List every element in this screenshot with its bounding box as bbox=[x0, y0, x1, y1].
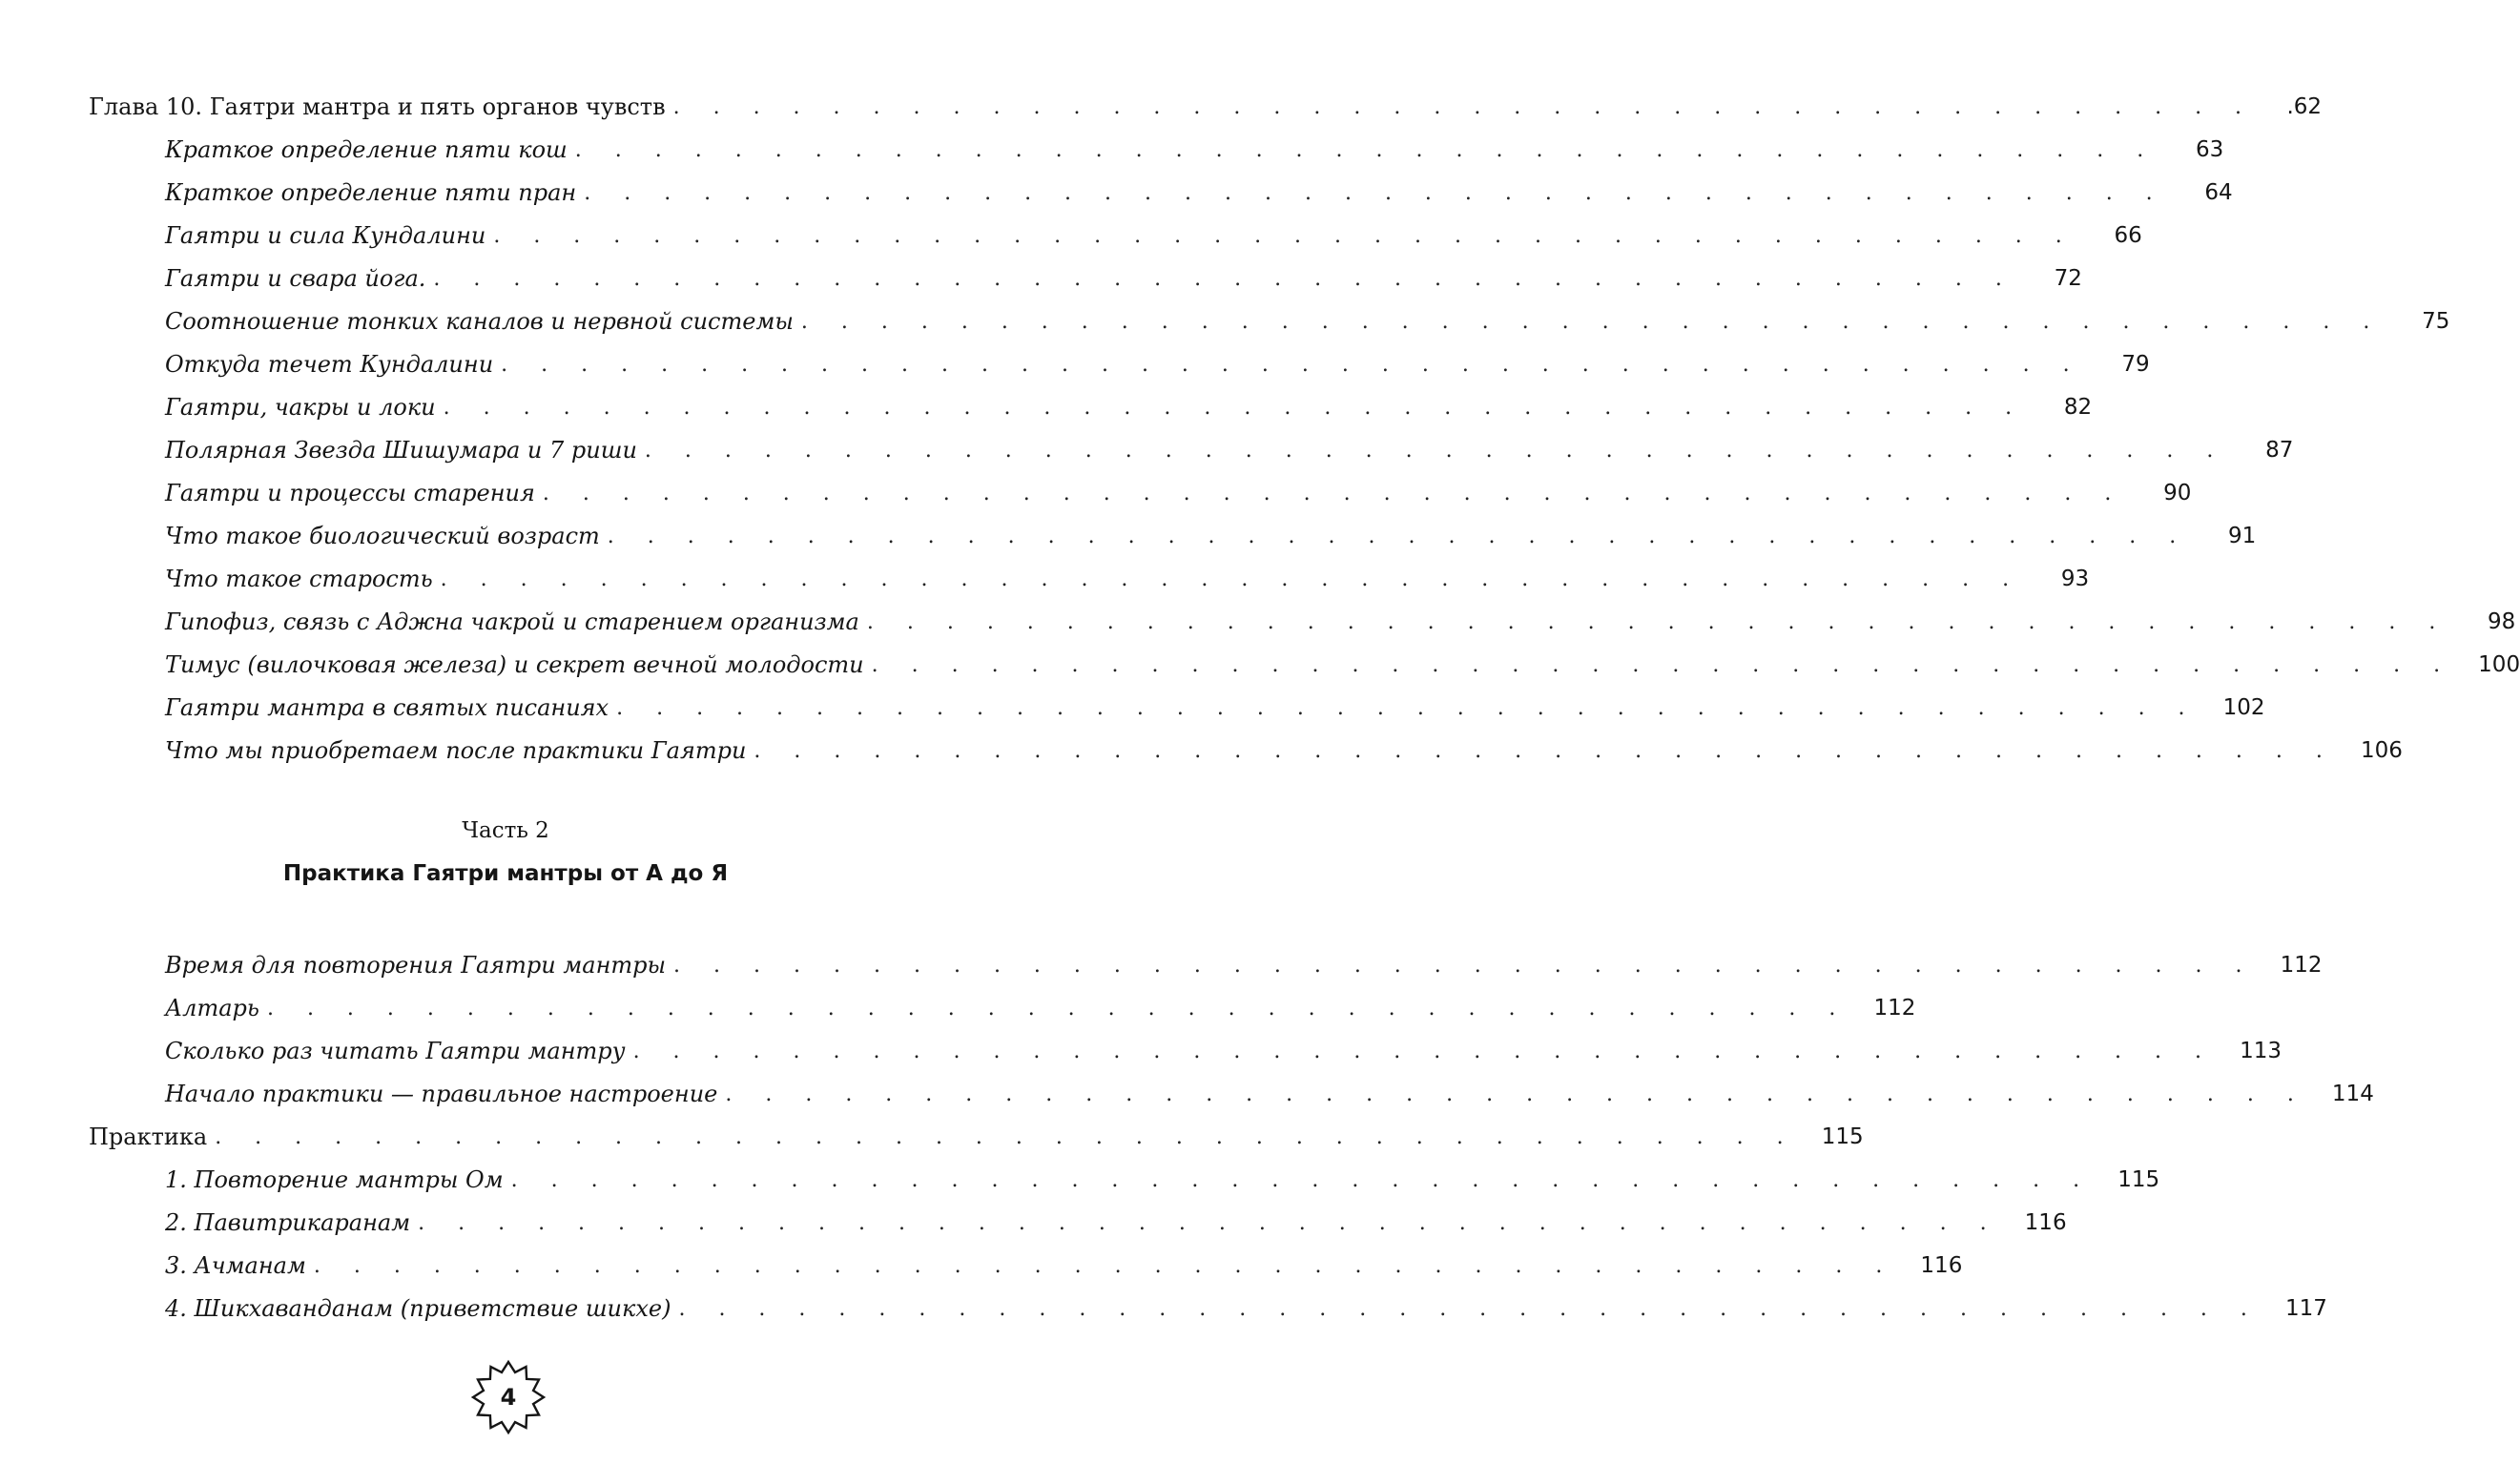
toc-entry bbox=[0, 258, 2082, 300]
toc-entry bbox=[0, 129, 2224, 172]
toc-entry-title: Сколько раз читать Гаятри мантру bbox=[165, 1038, 626, 1064]
toc-leader-dots: . . . . . . . . . . . . . . . . . . . . . . . . . . . . . . . . . . . . . . . . bbox=[672, 95, 2256, 119]
toc-entry-title: Начало практики — правильное настроение bbox=[165, 1081, 718, 1107]
toc-entry-page: 79 bbox=[2121, 352, 2150, 377]
toc-entry-page: 63 bbox=[2195, 137, 2224, 162]
toc-entry-page: 117 bbox=[2285, 1296, 2327, 1321]
toc-leader-dots: . . . . . . . . . . . . . . . . . . . . . . . . . . . . . . . . . . . . . . . . bbox=[866, 610, 2449, 634]
toc-entry-title: Гаятри и сила Кундалини bbox=[165, 222, 486, 249]
part-title: Практика Гаятри мантры от А до Я bbox=[282, 861, 729, 886]
toc-leader-dots: . . . . . . . . . . . . . . . . . . . . . . . . . . . . . . . . . . . . . . . . bbox=[574, 138, 2158, 162]
toc-entry-title: 3. Ачманам bbox=[165, 1252, 306, 1279]
toc-leader-dots: . . . . . . . . . . . . . . . . . . . . . . . . . . . . . . . . . . . . . . . . bbox=[632, 1040, 2216, 1063]
toc-entry-page: 112 bbox=[2280, 953, 2323, 978]
toc-entry-title: Глава 10. Гаятри мантра и пять органов чувств bbox=[89, 93, 666, 120]
toc-entry-title: Краткое определение пяти кош bbox=[165, 136, 568, 163]
toc-leader-dots: . . . . . . . . . . . . . . . . . . . . . . . . . . . . . . . . . . . . . . . . bbox=[616, 696, 2199, 720]
toc-entry bbox=[0, 1073, 2374, 1116]
toc-leader-dots: . . . . . . . . . . . . . . . . . . . . . . . . . . . . . . . . . . . . . . . . bbox=[678, 1297, 2261, 1321]
toc-leader-dots: . . . . . . . . . . . . . . . . . . . . . . . . . . . . . . . . . . . . . . . . bbox=[215, 1125, 1797, 1149]
toc-section-1 bbox=[0, 86, 2520, 773]
toc-entry bbox=[0, 944, 2323, 987]
toc-entry bbox=[0, 300, 2450, 343]
toc-entry-page: 116 bbox=[1920, 1253, 1963, 1278]
page-number-badge bbox=[470, 1359, 547, 1435]
toc-entry-page: 72 bbox=[2054, 266, 2082, 291]
toc-entry bbox=[0, 1030, 2282, 1073]
toc-entry bbox=[0, 86, 2323, 129]
toc-entry bbox=[0, 472, 2192, 515]
toc-entry-title: Практика bbox=[89, 1124, 208, 1150]
toc-entry-page: 112 bbox=[1873, 996, 1916, 1021]
toc-leader-dots: . . . . . . . . . . . . . . . . . . . . . . . . . . . . . . . . . . . . . . . . bbox=[542, 482, 2125, 505]
part-label: Часть 2 bbox=[462, 818, 549, 843]
toc-leader-dots: . . . . . . . . . . . . . . . . . . . . . . . . . . . . . . . . . . . . . . . . bbox=[443, 396, 2026, 420]
toc-entry bbox=[0, 644, 2520, 687]
toc-entry-page: 100 bbox=[2478, 652, 2520, 677]
toc-entry bbox=[0, 1202, 2067, 1245]
toc-entry-page: 66 bbox=[2114, 223, 2142, 248]
toc-leader-dots: . . . . . . . . . . . . . . . . . . . . . . . . . . . . . . . . . . . . . . . . bbox=[440, 567, 2023, 591]
toc-entry bbox=[0, 987, 1916, 1030]
toc-entry-title: Гипофиз, связь с Аджна чакрой и старением организма bbox=[165, 608, 859, 635]
toc-entry bbox=[0, 172, 2233, 215]
toc-leader-dots: . . . . . . . . . . . . . . . . . . . . . . . . . . . . . . . . . . . . . . . . bbox=[493, 224, 2076, 248]
toc-entry-title: Гаятри и процессы старения bbox=[165, 480, 535, 506]
toc-entry-title: 2. Павитрикаранам bbox=[165, 1209, 411, 1236]
toc-entry bbox=[0, 558, 2090, 601]
toc-entry bbox=[0, 515, 2257, 558]
toc-entry-title: Гаятри и свара йога. bbox=[165, 265, 426, 292]
toc-leader-dots: . . . . . . . . . . . . . . . . . . . . . . . . . . . . . . . . . . . . . . . . bbox=[754, 739, 2336, 763]
toc-entry bbox=[0, 687, 2265, 730]
toc-leader-dots: . . . . . . . . . . . . . . . . . . . . . . . . . . . . . . . . . . . . . . . . bbox=[501, 353, 2083, 377]
toc-entry bbox=[0, 1245, 1963, 1288]
toc-entry-page: 115 bbox=[2117, 1167, 2160, 1192]
toc-entry bbox=[0, 1116, 1864, 1159]
toc-entry bbox=[0, 215, 2142, 258]
toc-leader-dots: . . . . . . . . . . . . . . . . . . . . . . . . . . . . . . . . . . . . . . . . bbox=[313, 1254, 1896, 1278]
toc-entry-title: Краткое определение пяти пран bbox=[165, 179, 577, 206]
toc-leader-dots: . . . . . . . . . . . . . . . . . . . . . . . . . . . . . . . . . . . . . . . . bbox=[266, 997, 1849, 1021]
toc-entry-title: Соотношение тонких каналов и нервной системы bbox=[165, 308, 794, 335]
toc-entry-page: 102 bbox=[2222, 695, 2265, 720]
toc-leader-dots: . . . . . . . . . . . . . . . . . . . . . . . . . . . . . . . . . . . . . . . . bbox=[644, 439, 2227, 463]
page-number: 4 bbox=[500, 1384, 517, 1411]
toc-entry-title: Что мы приобретаем после практики Гаятри bbox=[165, 737, 747, 764]
toc-entry-page: 116 bbox=[2024, 1210, 2067, 1235]
toc-entry-page: 93 bbox=[2060, 567, 2090, 591]
toc-entry-title: 4. Шикхаванданам (приветствие шикхе) bbox=[165, 1295, 671, 1322]
toc-leader-dots: . . . . . . . . . . . . . . . . . . . . . . . . . . . . . . . . . . . . . . . . bbox=[584, 181, 2166, 205]
toc-leader-dots: . . . . . . . . . . . . . . . . . . . . . . . . . . . . . . . . . . . . . . . . bbox=[418, 1211, 2000, 1235]
toc-entry-page: 82 bbox=[2063, 395, 2093, 420]
toc-entry-title: Тимус (вилочковая железа) и секрет вечной молодости bbox=[165, 651, 864, 678]
toc-entry-page: 75 bbox=[2422, 309, 2450, 334]
toc-entry bbox=[0, 343, 2150, 386]
toc-entry-page: 98 bbox=[2488, 609, 2516, 634]
toc-leader-dots: . . . . . . . . . . . . . . . . . . . . . . . . . . . . . . . . . . . . . . . . bbox=[673, 954, 2256, 978]
toc-entry bbox=[0, 730, 2403, 773]
toc-entry-title: Алтарь bbox=[165, 995, 259, 1021]
toc-entry-title: 1. Повторение мантры Ом bbox=[165, 1166, 504, 1193]
toc-entry-page: 90 bbox=[2163, 481, 2192, 505]
toc-entry-page: 87 bbox=[2265, 438, 2294, 463]
toc-entry bbox=[0, 1288, 2327, 1330]
toc-entry-page: 106 bbox=[2360, 738, 2403, 763]
toc-leader-dots: . . . . . . . . . . . . . . . . . . . . . . . . . . . . . . . . . . . . . . . . bbox=[433, 267, 2015, 291]
toc-leader-dots: . . . . . . . . . . . . . . . . . . . . . . . . . . . . . . . . . . . . . . . . bbox=[871, 653, 2454, 677]
toc-entry-page: 113 bbox=[2240, 1039, 2282, 1063]
toc-entry-page: .62 bbox=[2286, 94, 2323, 119]
toc-entry bbox=[0, 429, 2294, 472]
toc-entry-title: Откуда течет Кундалини bbox=[165, 351, 494, 378]
toc-entry-page: 114 bbox=[2331, 1082, 2374, 1106]
toc-entry-title: Гаятри мантра в святых писаниях bbox=[165, 694, 609, 721]
toc-entry-title: Полярная Звезда Шишумара и 7 риши bbox=[165, 437, 637, 464]
toc-leader-dots: . . . . . . . . . . . . . . . . . . . . . . . . . . . . . . . . . . . . . . . . bbox=[725, 1083, 2307, 1106]
toc-entry-page: 91 bbox=[2227, 524, 2257, 548]
toc-leader-dots: . . . . . . . . . . . . . . . . . . . . . . . . . . . . . . . . . . . . . . . . bbox=[800, 310, 2384, 334]
toc-entry bbox=[0, 1159, 2160, 1202]
toc-entry-page: 115 bbox=[1821, 1124, 1864, 1149]
toc-entry-page: 64 bbox=[2204, 180, 2233, 205]
toc-entry-title: Время для повторения Гаятри мантры bbox=[165, 952, 667, 979]
toc-entry-title: Что такое старость bbox=[165, 566, 433, 592]
toc-leader-dots: . . . . . . . . . . . . . . . . . . . . . . . . . . . . . . . . . . . . . . . . bbox=[510, 1168, 2094, 1192]
toc-entry-title: Гаятри, чакры и локи bbox=[165, 394, 436, 421]
toc-entry-title: Что такое биологический возраст bbox=[165, 523, 600, 549]
toc-entry bbox=[0, 386, 2093, 429]
toc-entry bbox=[0, 601, 2516, 644]
toc-leader-dots: . . . . . . . . . . . . . . . . . . . . . . . . . . . . . . . . . . . . . . . . bbox=[607, 525, 2190, 548]
toc-section-2 bbox=[0, 944, 2374, 1330]
